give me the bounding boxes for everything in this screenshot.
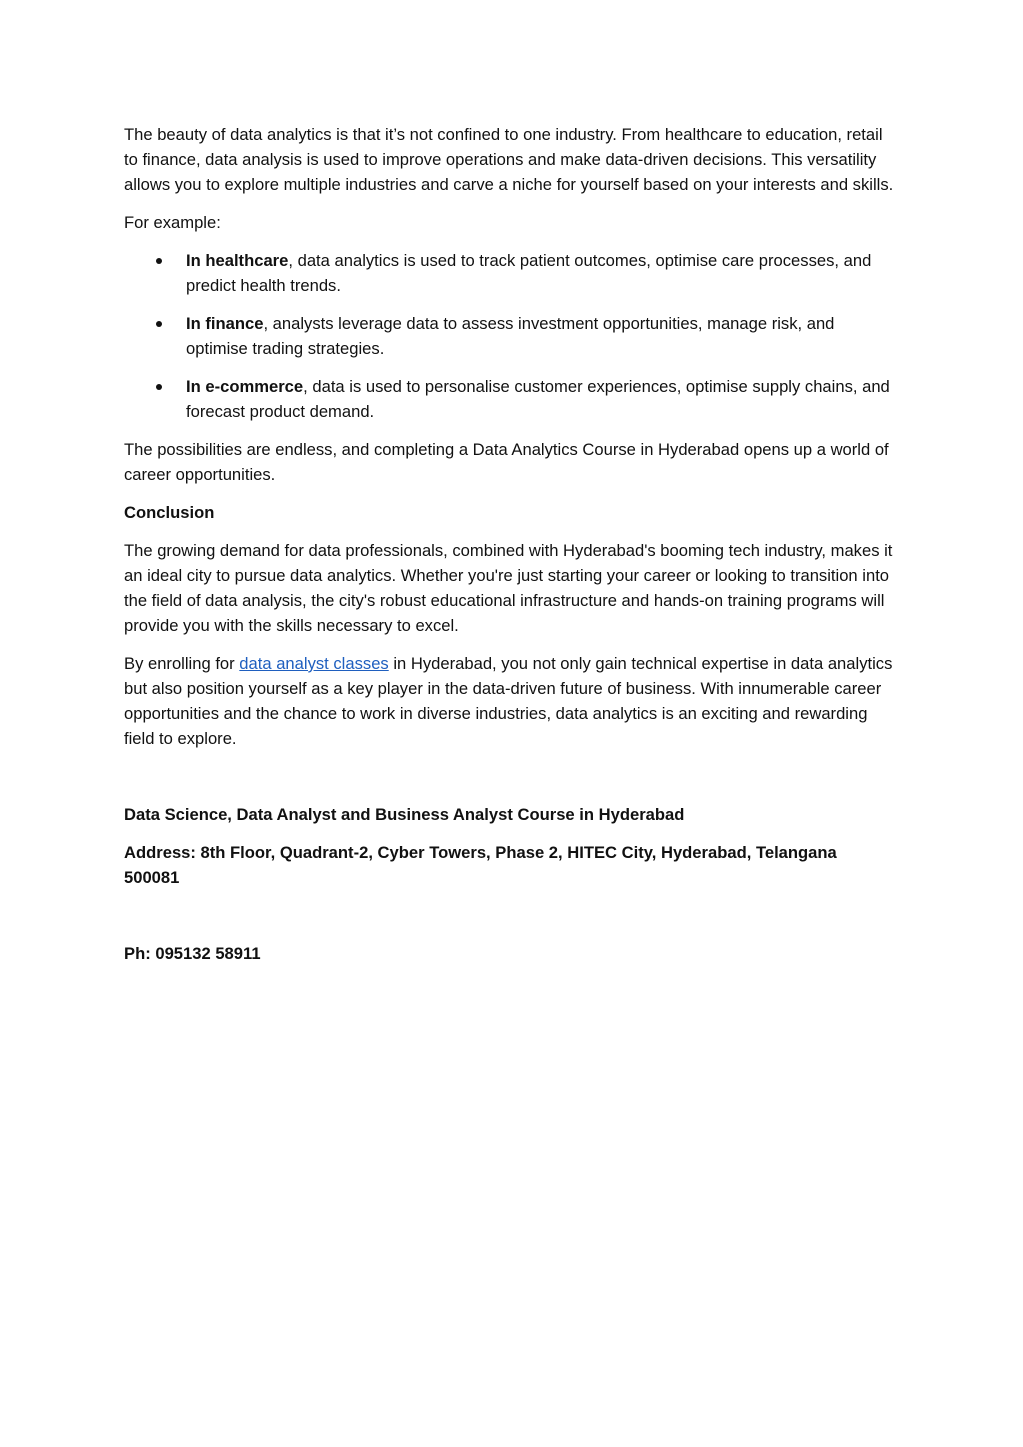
list-item-text: , data is used to personalise customer experiences, optimise supply chains, and forecast product demand. <box>186 377 890 421</box>
spacer <box>124 764 896 802</box>
list-item-bold: In finance <box>186 314 264 333</box>
spacer <box>124 903 896 941</box>
bullet-icon <box>156 321 162 327</box>
enrolling-paragraph <box>124 651 896 751</box>
business-name: Data Science, Data Analyst and Business Analyst Course in Hyderabad <box>124 805 685 824</box>
list-item-text: , analysts leverage data to assess investment opportunities, manage risk, and optimise trading strategies. <box>186 314 835 358</box>
conclusion-heading: Conclusion <box>124 503 215 522</box>
examples-lead: For example: <box>124 213 221 232</box>
possibilities-paragraph: The possibilities are endless, and completing a Data Analytics Course in Hyderabad opens up a world of career opportunities. <box>124 440 889 484</box>
conclusion-paragraph: The growing demand for data professionals, combined with Hyderabad's booming tech industry, makes it an ideal city to pursue data analytics. Whether you're just starting your career or looking to transition into the field of data analysis, the city's robust educational infrastructure and hands-on training programs will provide you with the skills necessary to excel. <box>124 541 893 635</box>
enrolling-text-before: By enrolling for <box>124 654 240 673</box>
intro-paragraph: The beauty of data analytics is that it’s not confined to one industry. From healthcare to education, retail to finance, data analysis is used to improve operations and make data-driven decisions. This versatility allows you to explore multiple industries and carve a niche for yourself based on your interests and skills. <box>124 125 894 194</box>
bullet-icon <box>156 258 162 264</box>
list-item-healthcare <box>124 248 896 298</box>
list-item-bold: In e-commerce <box>186 377 304 396</box>
data-analyst-classes-link[interactable]: data analyst classes <box>239 654 389 673</box>
list-item-finance <box>124 311 896 361</box>
business-address: Address: 8th Floor, Quadrant-2, Cyber Towers, Phase 2, HITEC City, Hyderabad, Telangana 500081 <box>124 843 837 887</box>
enrolling-text-after: in Hyderabad, you not only gain technical expertise in data analytics but also position yourself as a key player in the data-driven future of business. With innumerable career opportunities and the chance to work in diverse industries, data analytics is an exciting and rewarding field to explore. <box>124 654 893 748</box>
list-item-text: , data analytics is used to track patient outcomes, optimise care processes, and predict health trends. <box>186 251 872 295</box>
bullet-icon <box>156 384 162 390</box>
examples-list <box>124 248 896 424</box>
business-phone: Ph: 095132 58911 <box>124 944 261 963</box>
list-item-bold: In healthcare <box>186 251 289 270</box>
list-item-ecommerce <box>124 374 896 424</box>
document-page <box>124 122 896 979</box>
